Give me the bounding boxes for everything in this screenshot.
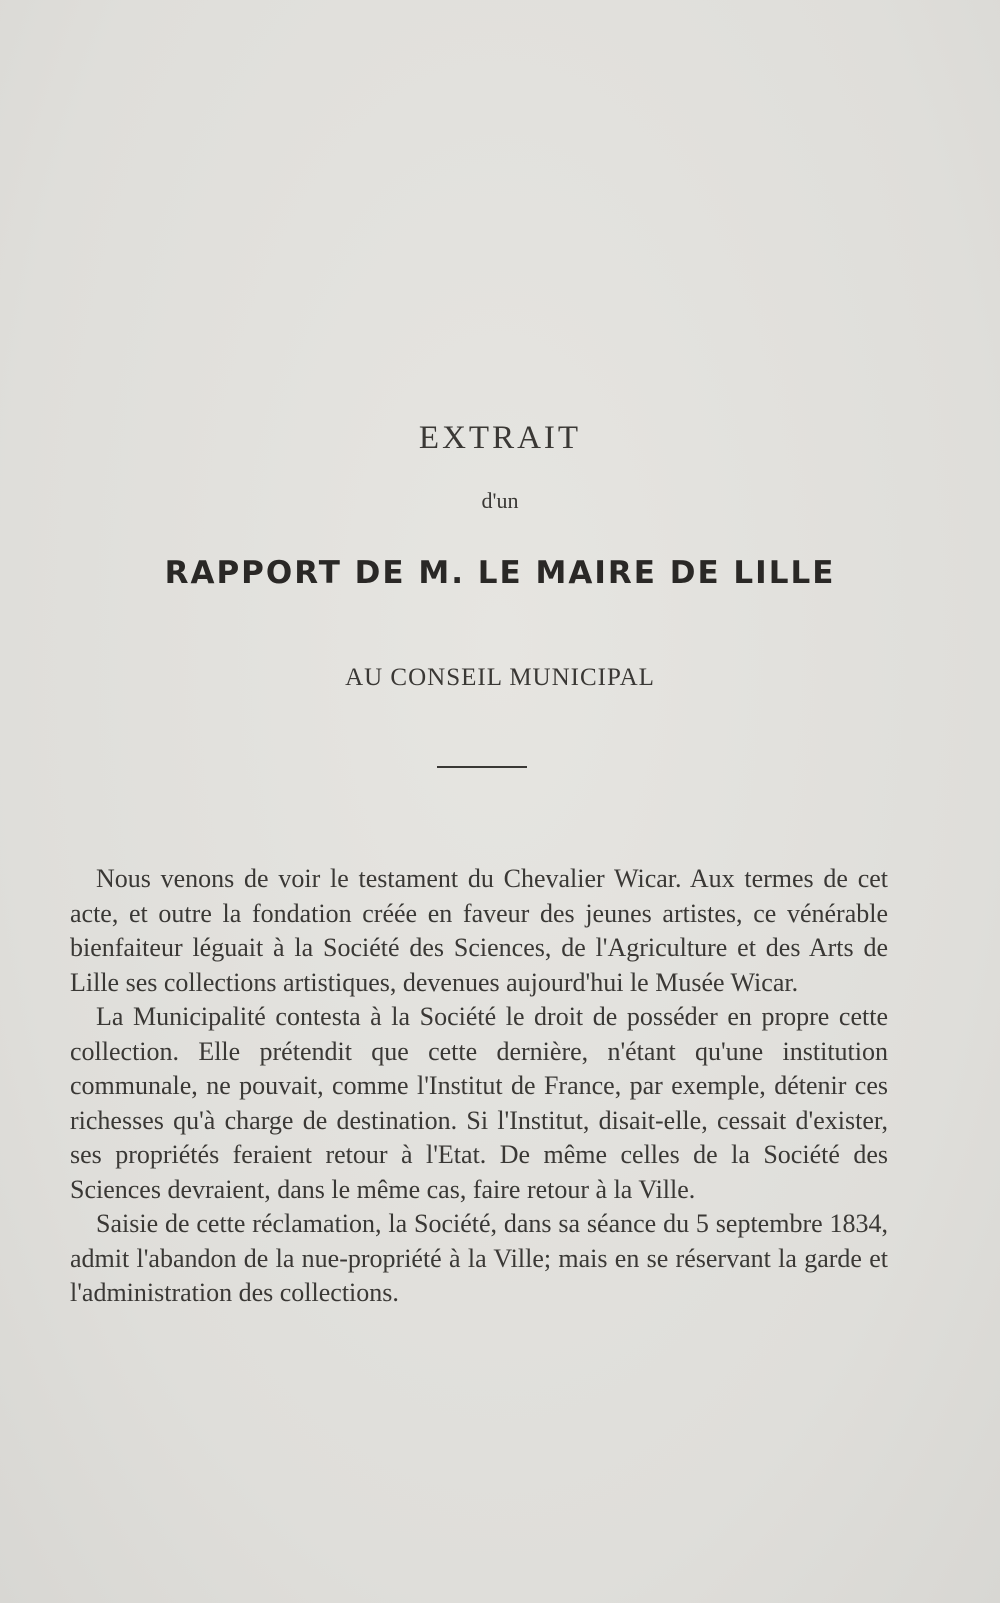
preposition: d'un [481,488,519,513]
separator-rule [437,766,527,768]
document-title: EXTRAIT [418,420,582,456]
report-title: RAPPORT DE M. LE MAIRE DE LILLE [164,555,836,591]
paragraph: Saisie de cette réclamation, la Société, dans sa séance du 5 septembre 1834, admit l'abandon de la nue-propriété à la Ville; mais en se réservant la garde et l'administration des collections. [70,1209,888,1307]
body-text [70,862,888,1311]
paragraph: Nous venons de voir le testament du Chevalier Wicar. Aux termes de cet acte, et outre la fondation créée en faveur des jeunes artistes, ce vénérable bienfaiteur léguait à la Société des Sciences, de l'Agriculture et des Arts de Lille ses collections artistiques, devenues aujourd'hui le Musée Wicar. [70,864,888,997]
paragraph: La Municipalité contesta à la Société le droit de posséder en propre cette collection. Elle prétendit que cette dernière, n'étant qu'une institution communale, ne pouvait, comme l'Institut de France, par exemple, détenir ces richesses qu'à charge de destination. Si l'Institut, disait-elle, cessait d'exister, ses propriétés feraient retour à l'Etat. De même celles de la Société des Sciences devraient, dans le même cas, faire retour à la Ville. [70,1002,888,1204]
recipient-heading: AU CONSEIL MUNICIPAL [345,664,655,691]
